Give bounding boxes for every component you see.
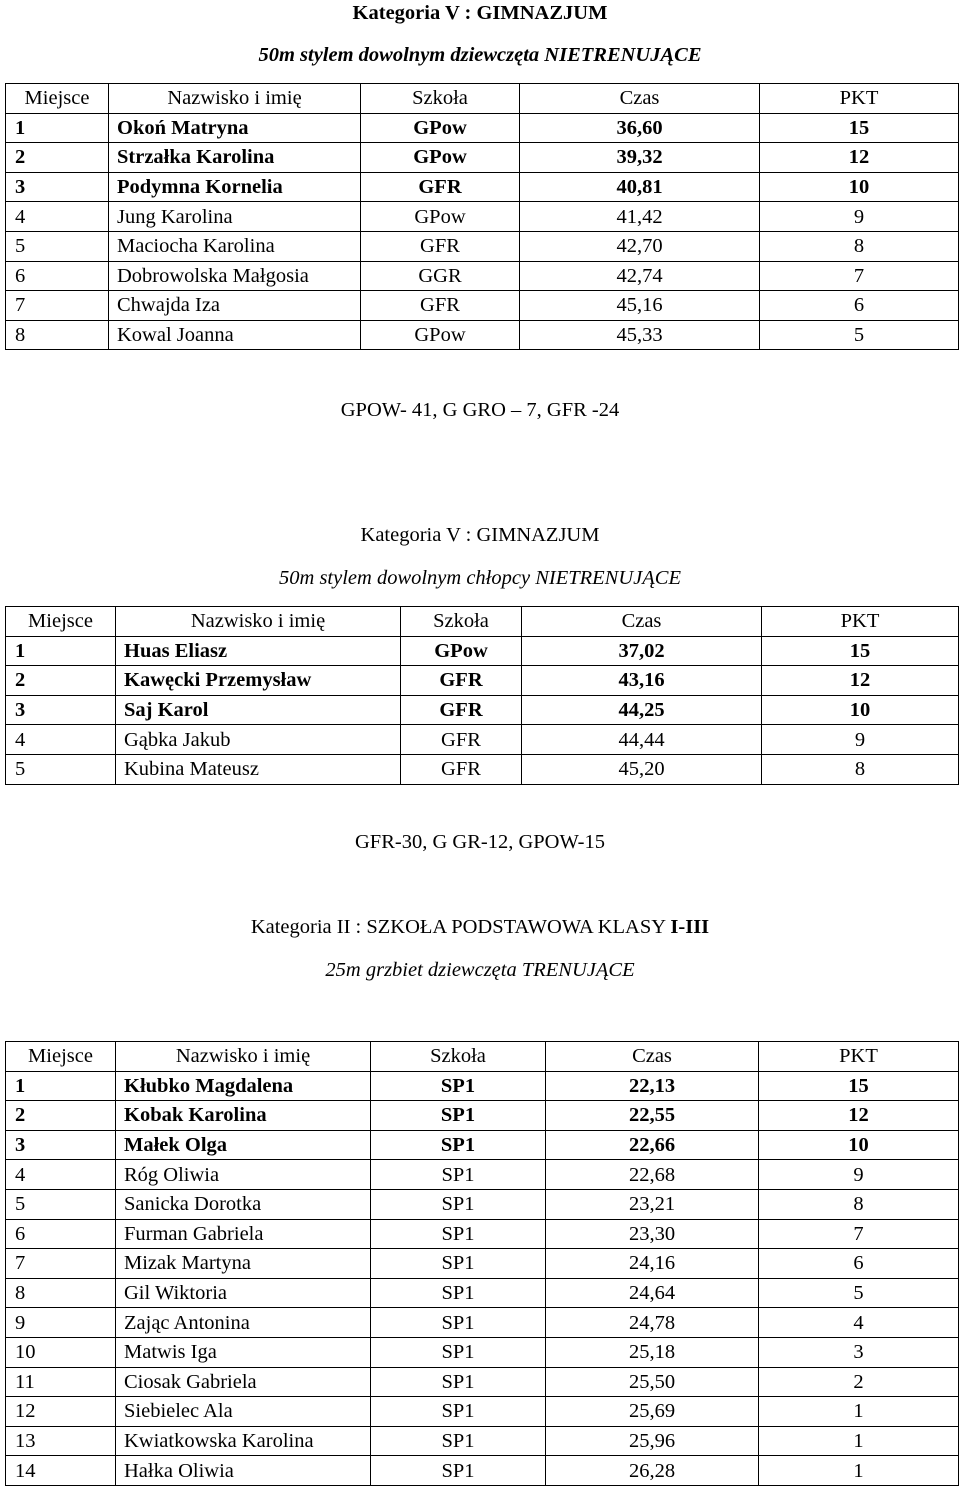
points-cell: 8	[762, 754, 959, 784]
points-cell: 1	[759, 1426, 959, 1456]
table-row	[6, 143, 959, 173]
school-cell: SP1	[371, 1189, 546, 1219]
points-cell: 7	[760, 261, 959, 291]
points-cell: 10	[760, 172, 959, 202]
section-2-category: Kategoria V : GIMNAZJUM	[360, 524, 600, 546]
table-row	[6, 1278, 959, 1308]
header-points: PKT	[762, 607, 959, 637]
table-header-row	[6, 84, 959, 114]
table-header-row	[6, 607, 959, 637]
name-cell: Kawęcki Przemysław	[116, 666, 401, 696]
header-time: Czas	[520, 84, 760, 114]
table-row	[6, 261, 959, 291]
place-cell: 8	[6, 320, 109, 350]
header-points: PKT	[759, 1042, 959, 1072]
results-table-2	[5, 606, 959, 785]
points-cell: 5	[759, 1278, 959, 1308]
place-cell: 1	[6, 1071, 116, 1101]
place-cell: 7	[6, 1249, 116, 1279]
points-cell: 7	[759, 1219, 959, 1249]
header-points: PKT	[760, 84, 959, 114]
table-row	[6, 320, 959, 350]
name-cell: Strzałka Karolina	[109, 143, 361, 173]
school-cell: GFR	[361, 172, 520, 202]
table-row	[6, 172, 959, 202]
points-cell: 8	[759, 1189, 959, 1219]
points-cell: 12	[762, 666, 959, 696]
time-cell: 25,69	[546, 1397, 759, 1427]
time-cell: 36,60	[520, 113, 760, 143]
table-row	[6, 291, 959, 321]
place-cell: 2	[6, 666, 116, 696]
name-cell: Gil Wiktoria	[116, 1278, 371, 1308]
school-cell: GFR	[361, 291, 520, 321]
place-cell: 4	[6, 202, 109, 232]
place-cell: 10	[6, 1337, 116, 1367]
school-cell: GPow	[361, 143, 520, 173]
time-cell: 22,68	[546, 1160, 759, 1190]
header-school: Szkoła	[361, 84, 520, 114]
header-school: Szkoła	[371, 1042, 546, 1072]
section-3-category	[0, 914, 960, 940]
school-cell: SP1	[371, 1308, 546, 1338]
name-cell: Okoń Matryna	[109, 113, 361, 143]
table-row	[6, 1397, 959, 1427]
header-name: Nazwisko i imię	[116, 607, 401, 637]
place-cell: 12	[6, 1397, 116, 1427]
name-cell: Siebielec Ala	[116, 1397, 371, 1427]
place-cell: 4	[6, 1160, 116, 1190]
header-school: Szkoła	[401, 607, 522, 637]
school-cell: SP1	[371, 1426, 546, 1456]
points-cell: 9	[759, 1160, 959, 1190]
name-cell: Dobrowolska Małgosia	[109, 261, 361, 291]
time-cell: 44,25	[522, 695, 762, 725]
points-cell: 6	[759, 1249, 959, 1279]
place-cell: 6	[6, 1219, 116, 1249]
time-cell: 23,21	[546, 1189, 759, 1219]
table-row	[6, 725, 959, 755]
table-row	[6, 231, 959, 261]
table-row	[6, 754, 959, 784]
school-cell: SP1	[371, 1367, 546, 1397]
points-cell: 1	[759, 1397, 959, 1427]
section-3-event: 25m grzbiet dziewczęta TRENUJĄCE	[325, 959, 635, 981]
name-cell: Sanicka Dorotka	[116, 1189, 371, 1219]
time-cell: 45,16	[520, 291, 760, 321]
place-cell: 5	[6, 1189, 116, 1219]
table-row	[6, 113, 959, 143]
table-row	[6, 1337, 959, 1367]
name-cell: Chwajda Iza	[109, 291, 361, 321]
section-3-category-suffix: I-III	[670, 916, 710, 938]
school-cell: GPow	[361, 113, 520, 143]
name-cell: Furman Gabriela	[116, 1219, 371, 1249]
points-cell: 3	[759, 1337, 959, 1367]
points-cell: 1	[759, 1456, 959, 1486]
school-cell: SP1	[371, 1456, 546, 1486]
school-cell: GFR	[361, 231, 520, 261]
school-cell: SP1	[371, 1071, 546, 1101]
place-cell: 7	[6, 291, 109, 321]
school-cell: GFR	[401, 666, 522, 696]
time-cell: 39,32	[520, 143, 760, 173]
table-row	[6, 1189, 959, 1219]
place-cell: 3	[6, 172, 109, 202]
points-cell: 9	[762, 725, 959, 755]
place-cell: 13	[6, 1426, 116, 1456]
time-cell: 22,13	[546, 1071, 759, 1101]
table-row	[6, 636, 959, 666]
school-cell: SP1	[371, 1397, 546, 1427]
section-1-summary: GPOW- 41, G GRO – 7, GFR -24	[340, 399, 620, 421]
results-table-3	[5, 1041, 959, 1486]
time-cell: 22,66	[546, 1130, 759, 1160]
points-cell: 12	[759, 1101, 959, 1131]
section-3-category-text: Kategoria II : SZKOŁA PODSTAWOWA KLASY	[250, 916, 671, 938]
points-cell: 8	[760, 231, 959, 261]
points-cell: 5	[760, 320, 959, 350]
time-cell: 24,78	[546, 1308, 759, 1338]
place-cell: 14	[6, 1456, 116, 1486]
table-row	[6, 1160, 959, 1190]
name-cell: Matwis Iga	[116, 1337, 371, 1367]
name-cell: Kobak Karolina	[116, 1101, 371, 1131]
place-cell: 1	[6, 636, 116, 666]
school-cell: SP1	[371, 1160, 546, 1190]
table-row	[6, 1130, 959, 1160]
points-cell: 4	[759, 1308, 959, 1338]
header-time: Czas	[546, 1042, 759, 1072]
name-cell: Kwiatkowska Karolina	[116, 1426, 371, 1456]
table-row	[6, 1367, 959, 1397]
school-cell: SP1	[371, 1278, 546, 1308]
time-cell: 22,55	[546, 1101, 759, 1131]
table-row	[6, 1456, 959, 1486]
header-time: Czas	[522, 607, 762, 637]
points-cell: 12	[760, 143, 959, 173]
time-cell: 44,44	[522, 725, 762, 755]
table-row	[6, 666, 959, 696]
place-cell: 4	[6, 725, 116, 755]
points-cell: 9	[760, 202, 959, 232]
time-cell: 24,16	[546, 1249, 759, 1279]
table-row	[6, 1426, 959, 1456]
points-cell: 2	[759, 1367, 959, 1397]
time-cell: 25,96	[546, 1426, 759, 1456]
place-cell: 5	[6, 754, 116, 784]
place-cell: 5	[6, 231, 109, 261]
name-cell: Kłubko Magdalena	[116, 1071, 371, 1101]
name-cell: Róg Oliwia	[116, 1160, 371, 1190]
time-cell: 42,70	[520, 231, 760, 261]
name-cell: Hałka Oliwia	[116, 1456, 371, 1486]
points-cell: 15	[760, 113, 959, 143]
table-row	[6, 695, 959, 725]
name-cell: Gąbka Jakub	[116, 725, 401, 755]
place-cell: 3	[6, 695, 116, 725]
header-place: Miejsce	[6, 607, 116, 637]
place-cell: 8	[6, 1278, 116, 1308]
time-cell: 40,81	[520, 172, 760, 202]
time-cell: 41,42	[520, 202, 760, 232]
results-table-1	[5, 83, 959, 350]
place-cell: 2	[6, 143, 109, 173]
name-cell: Podymna Kornelia	[109, 172, 361, 202]
name-cell: Zając Antonina	[116, 1308, 371, 1338]
time-cell: 23,30	[546, 1219, 759, 1249]
name-cell: Saj Karol	[116, 695, 401, 725]
school-cell: GGR	[361, 261, 520, 291]
place-cell: 1	[6, 113, 109, 143]
place-cell: 6	[6, 261, 109, 291]
name-cell: Jung Karolina	[109, 202, 361, 232]
table-row	[6, 1071, 959, 1101]
school-cell: GPow	[361, 320, 520, 350]
place-cell: 2	[6, 1101, 116, 1131]
school-cell: GFR	[401, 754, 522, 784]
header-name: Nazwisko i imię	[109, 84, 361, 114]
time-cell: 24,64	[546, 1278, 759, 1308]
name-cell: Mizak Martyna	[116, 1249, 371, 1279]
name-cell: Huas Eliasz	[116, 636, 401, 666]
points-cell: 15	[759, 1071, 959, 1101]
time-cell: 25,18	[546, 1337, 759, 1367]
place-cell: 3	[6, 1130, 116, 1160]
section-1-category: Kategoria V : GIMNAZJUM	[352, 2, 608, 24]
table-row	[6, 1249, 959, 1279]
points-cell: 6	[760, 291, 959, 321]
table-row	[6, 1308, 959, 1338]
time-cell: 37,02	[522, 636, 762, 666]
time-cell: 25,50	[546, 1367, 759, 1397]
section-2-event: 50m stylem dowolnym chłopcy NIETRENUJĄCE	[279, 567, 681, 589]
time-cell: 43,16	[522, 666, 762, 696]
header-place: Miejsce	[6, 84, 109, 114]
school-cell: SP1	[371, 1101, 546, 1131]
name-cell: Maciocha Karolina	[109, 231, 361, 261]
table-row	[6, 1219, 959, 1249]
name-cell: Małek Olga	[116, 1130, 371, 1160]
points-cell: 15	[762, 636, 959, 666]
time-cell: 45,33	[520, 320, 760, 350]
time-cell: 26,28	[546, 1456, 759, 1486]
name-cell: Kubina Mateusz	[116, 754, 401, 784]
table-row	[6, 202, 959, 232]
name-cell: Ciosak Gabriela	[116, 1367, 371, 1397]
points-cell: 10	[762, 695, 959, 725]
section-2-summary: GFR-30, G GR-12, GPOW-15	[355, 831, 605, 853]
table-row	[6, 1101, 959, 1131]
school-cell: GFR	[401, 695, 522, 725]
section-1-event: 50m stylem dowolnym dziewczęta NIETRENUJĄCE	[258, 44, 702, 66]
school-cell: GFR	[401, 725, 522, 755]
table-header-row	[6, 1042, 959, 1072]
header-place: Miejsce	[6, 1042, 116, 1072]
school-cell: GPow	[401, 636, 522, 666]
school-cell: SP1	[371, 1249, 546, 1279]
school-cell: SP1	[371, 1130, 546, 1160]
points-cell: 10	[759, 1130, 959, 1160]
time-cell: 45,20	[522, 754, 762, 784]
school-cell: GPow	[361, 202, 520, 232]
school-cell: SP1	[371, 1337, 546, 1367]
header-name: Nazwisko i imię	[116, 1042, 371, 1072]
name-cell: Kowal Joanna	[109, 320, 361, 350]
time-cell: 42,74	[520, 261, 760, 291]
place-cell: 9	[6, 1308, 116, 1338]
place-cell: 11	[6, 1367, 116, 1397]
school-cell: SP1	[371, 1219, 546, 1249]
